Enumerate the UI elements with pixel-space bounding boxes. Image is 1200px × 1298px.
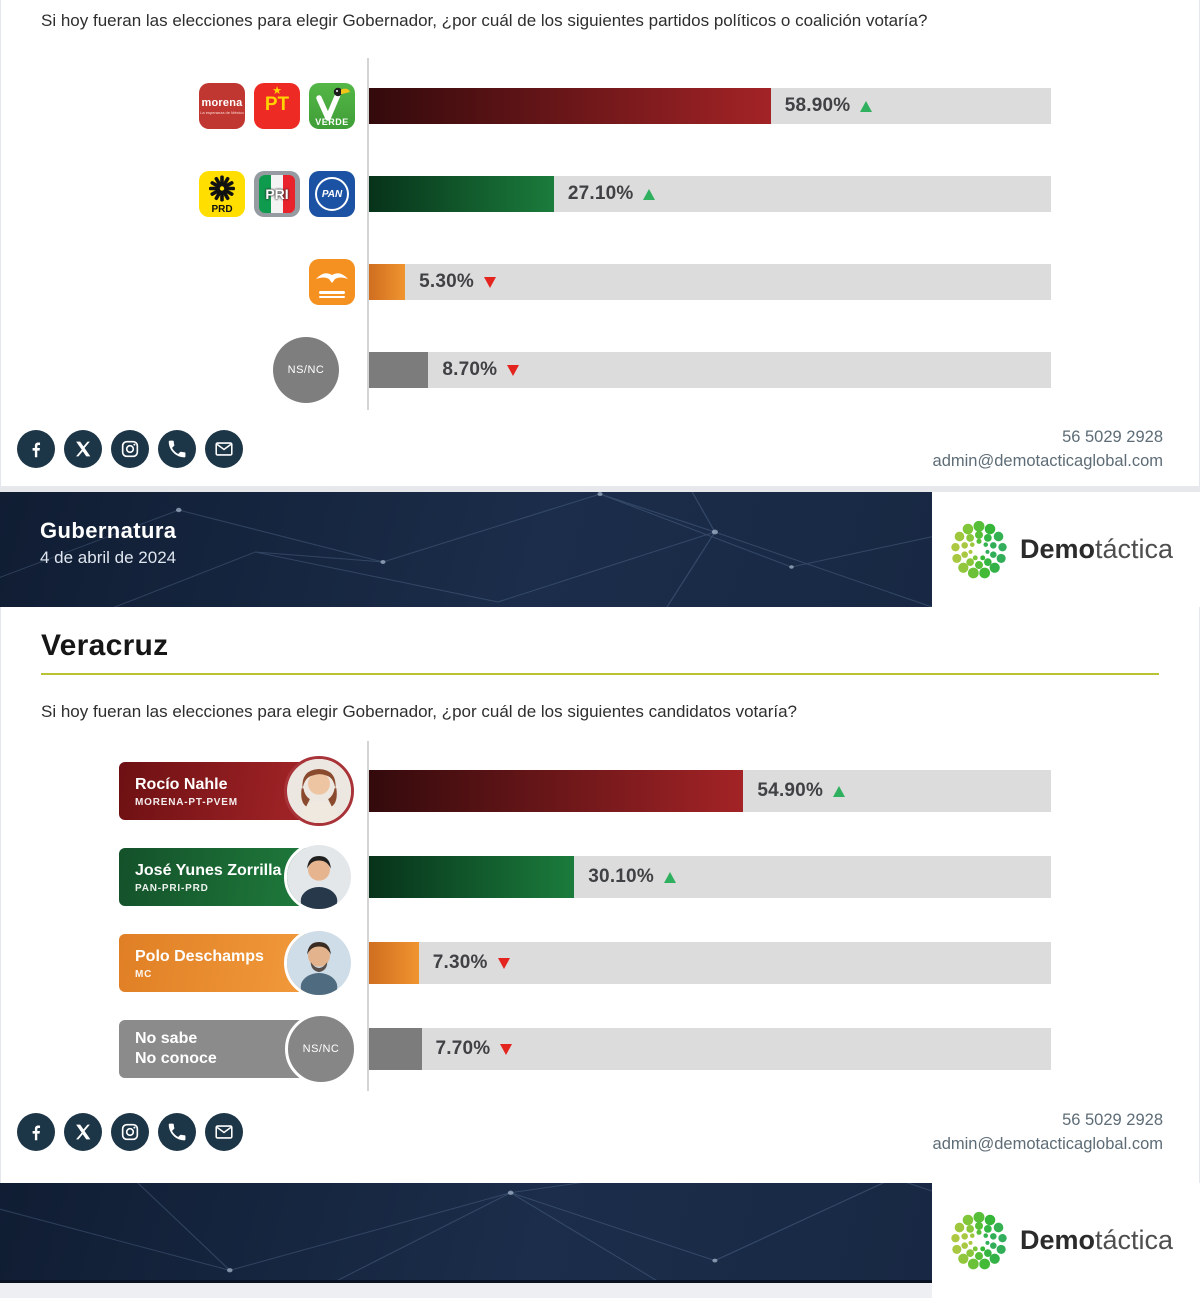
party-row [1, 150, 1199, 238]
candidate-name: No conoce [135, 1050, 217, 1067]
candidate-card [119, 762, 315, 820]
candidate-chart-question: Si hoy fueran las elecciones para elegir Gobernador, ¿por cuál de los siguientes candidatos votaría? [41, 702, 798, 721]
candidate-row [1, 1006, 1199, 1092]
party-logo-prd: PRD [199, 171, 245, 217]
accent-rule [41, 673, 1159, 675]
trend-up-icon [643, 189, 655, 200]
footer [17, 425, 1163, 475]
nsnc-badge: NS/NC [285, 1013, 357, 1085]
bar-track [369, 1028, 1051, 1070]
social-phone-icon[interactable] [158, 1113, 196, 1151]
candidate-name: Rocío Nahle [135, 775, 228, 793]
trend-up-icon [833, 786, 845, 797]
candidate-row [1, 748, 1199, 834]
candidate-party: MC [135, 968, 153, 980]
candidate-label-cell [1, 834, 369, 920]
bar-track [369, 856, 1051, 898]
bar-track [369, 88, 1051, 124]
party-row [1, 326, 1199, 414]
bar-track [369, 770, 1051, 812]
brand-logo-box [932, 1183, 1200, 1298]
bar-track [369, 176, 1051, 212]
candidate-label-cell [1, 1006, 369, 1092]
social-email-icon[interactable] [205, 430, 243, 468]
banner-title: Gubernatura [40, 518, 177, 543]
contact-phone: 56 5029 2928 [1062, 427, 1163, 446]
candidate-name: José Yunes Zorrilla [135, 861, 282, 879]
party-row [1, 62, 1199, 150]
brand-name-bold: Demo [1020, 1225, 1096, 1255]
bar-value-label: 8.70% [442, 359, 498, 380]
bar-value [568, 183, 656, 205]
party-chart-rows [1, 62, 1199, 414]
trend-down-icon [498, 958, 510, 969]
candidate-chart-rows [1, 748, 1199, 1092]
nsnc-badge: NS/NC [273, 337, 339, 403]
contact-phone: 56 5029 2928 [1062, 1110, 1163, 1129]
party-logos-cell [1, 238, 369, 326]
bar-value [442, 359, 519, 381]
bar-value [785, 95, 873, 117]
bar-track [369, 264, 1051, 300]
candidate-card [119, 848, 315, 906]
bar-fill [369, 770, 743, 812]
party-chart-question: Si hoy fueran las elecciones para elegir Gobernador, ¿por cuál de los siguientes partidos políticos o coalición votaría? [41, 11, 928, 30]
social-x-icon[interactable] [64, 430, 102, 468]
brand-name-light: táctica [1095, 534, 1174, 564]
demotactica-logo-icon [948, 1210, 1010, 1272]
brand-logo-box [932, 492, 1200, 607]
social-icons-row [17, 1113, 252, 1151]
candidate-card [119, 1020, 340, 1078]
demotactica-logo-icon [948, 519, 1010, 581]
bar-value-label: 58.90% [784, 95, 851, 116]
party-logo-pan: PAN [309, 171, 355, 217]
bar-value-label: 7.70% [435, 1038, 491, 1059]
social-instagram-icon[interactable] [111, 430, 149, 468]
candidate-photo [284, 842, 354, 912]
bar-value-label: 5.30% [419, 271, 475, 292]
social-facebook-icon[interactable] [17, 430, 55, 468]
bar-fill [369, 176, 554, 212]
party-logo-pri: PRI [254, 171, 300, 217]
bar-value-label: 54.90% [757, 780, 824, 801]
banner-date: 4 de abril de 2024 [40, 548, 177, 567]
bar-fill [369, 88, 771, 124]
bar-fill [369, 352, 428, 388]
bar-fill [369, 1028, 422, 1070]
social-facebook-icon[interactable] [17, 1113, 55, 1151]
party-row [1, 238, 1199, 326]
bar-value-label: 7.30% [432, 952, 488, 973]
party-logo-morena: morena La esperanza de México [199, 83, 245, 129]
candidate-card [119, 934, 315, 992]
social-icons-row [17, 430, 252, 468]
header-banner [0, 492, 1200, 607]
footer [17, 1108, 1163, 1158]
bar-track [369, 942, 1051, 984]
party-logos-cell [1, 150, 369, 238]
candidate-label-cell [1, 748, 369, 834]
candidate-party: MORENA-PT-PVEM [135, 796, 238, 808]
bar-value [436, 1038, 513, 1060]
party-logos-cell [1, 62, 369, 150]
trend-up-icon [664, 872, 676, 883]
party-logo-pt: ★ PT [254, 83, 300, 129]
candidate-party: PAN-PRI-PRD [135, 882, 209, 894]
candidate-photo [284, 756, 354, 826]
brand-name [1020, 534, 1173, 565]
bar-value [433, 952, 510, 974]
trend-down-icon [484, 277, 496, 288]
bar-fill [369, 942, 419, 984]
candidate-name: Polo Deschamps [135, 947, 264, 965]
contact-block [933, 1108, 1163, 1158]
party-chart-card [0, 0, 1200, 486]
party-logo-verde: VERDE [309, 83, 355, 129]
party-logo-mc [309, 259, 355, 305]
bar-value [588, 866, 676, 888]
state-heading: Veracruz [41, 629, 169, 662]
bar-value [757, 780, 845, 802]
contact-block [933, 425, 1163, 475]
bar-value [419, 271, 496, 293]
trend-down-icon [500, 1044, 512, 1055]
trend-up-icon [860, 101, 872, 112]
candidate-label-cell [1, 920, 369, 1006]
bar-fill [369, 856, 574, 898]
brand-name-bold: Demo [1020, 534, 1096, 564]
footer-banner [0, 1183, 1200, 1298]
candidate-photo [284, 928, 354, 998]
candidate-chart-card [0, 607, 1200, 1183]
bar-track [369, 352, 1051, 388]
bar-fill [369, 264, 405, 300]
bar-value-label: 27.10% [567, 183, 634, 204]
candidate-name: No sabe [135, 1030, 198, 1047]
party-logos-cell [1, 326, 369, 414]
social-email-icon[interactable] [205, 1113, 243, 1151]
trend-down-icon [507, 365, 519, 376]
banner-title-block [40, 518, 176, 568]
brand-name-light: táctica [1095, 1225, 1174, 1255]
contact-email: admin@demotacticaglobal.com [932, 1135, 1163, 1154]
social-x-icon[interactable] [64, 1113, 102, 1151]
candidate-row [1, 920, 1199, 1006]
brand-name [1020, 1225, 1173, 1256]
contact-email: admin@demotacticaglobal.com [932, 452, 1163, 471]
candidate-row [1, 834, 1199, 920]
bar-value-label: 30.10% [588, 866, 654, 887]
social-instagram-icon[interactable] [111, 1113, 149, 1151]
social-phone-icon[interactable] [158, 430, 196, 468]
